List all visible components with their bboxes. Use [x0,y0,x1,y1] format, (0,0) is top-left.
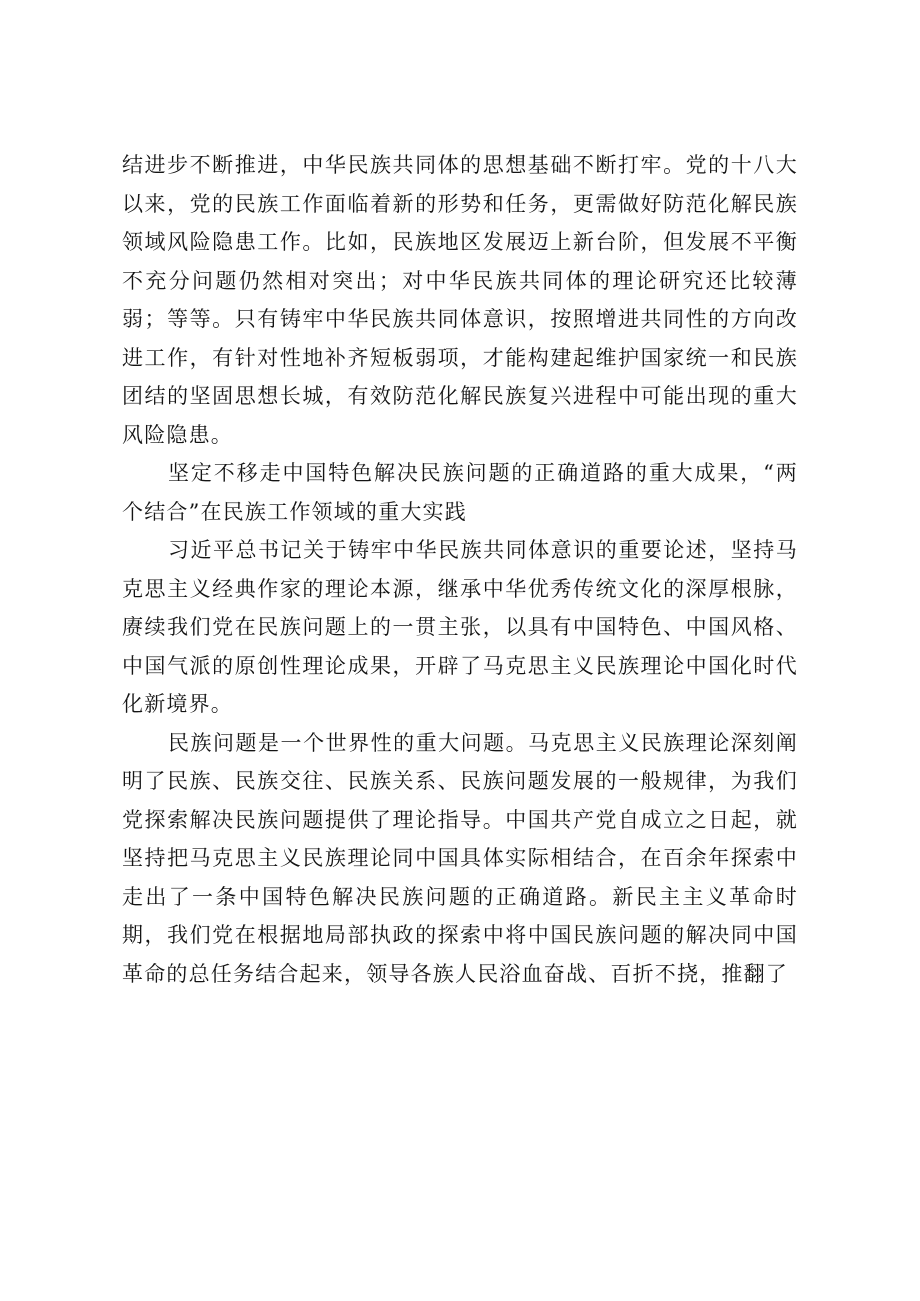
section-heading: 坚定不移走中国特色解决民族问题的正确道路的重大成果，“两个结合”在民族工作领域的重大实践 [122,461,798,524]
paragraph-continuation: 结进步不断推进，中华民族共同体的思想基础不断打牢。党的十八大以来，党的民族工作面临着新的形势和任务，更需做好防范化解民族领域风险隐患工作。比如，民族地区发展迈上新台阶，但发展不平衡不充分问题仍然相对突出；对中华民族共同体的理论研究还比较薄弱；等等。只有铸牢中华民族共同体意识，按照增进共同性的方向改进工作，有针对性地补齐短板弱项，才能构建起维护国家统一和民族团结的坚固思想长城，有效防范化解民族复兴进程中可能出现的重大风险隐患。 [122,153,798,447]
paragraph-theory-innovation: 习近平总书记关于铸牢中华民族共同体意识的重要论述，坚持马克思主义经典作家的理论本源，继承中华优秀传统文化的深厚根脉，赓续我们党在民族问题上的一贯主张，以具有中国特色、中国风格、中国气派的原创性理论成果，开辟了马克思主义民族理论中国化时代化新境界。 [122,538,798,716]
document-body [122,146,798,993]
paragraph-ethnic-issues: 民族问题是一个世界性的重大问题。马克思主义民族理论深刻阐明了民族、民族交往、民族关系、民族问题发展的一般规律，为我们党探索解决民族问题提供了理论指导。中国共产党自成立之日起，就坚持把马克思主义民族理论同中国具体实际相结合，在百余年探索中走出了一条中国特色解决民族问题的正确道路。新民主主义革命时期，我们党在根据地局部执政的探索中将中国民族问题的解决同中国革命的总任务结合起来，领导各族人民浴血奋战、百折不挠，推翻了 [122,730,798,986]
